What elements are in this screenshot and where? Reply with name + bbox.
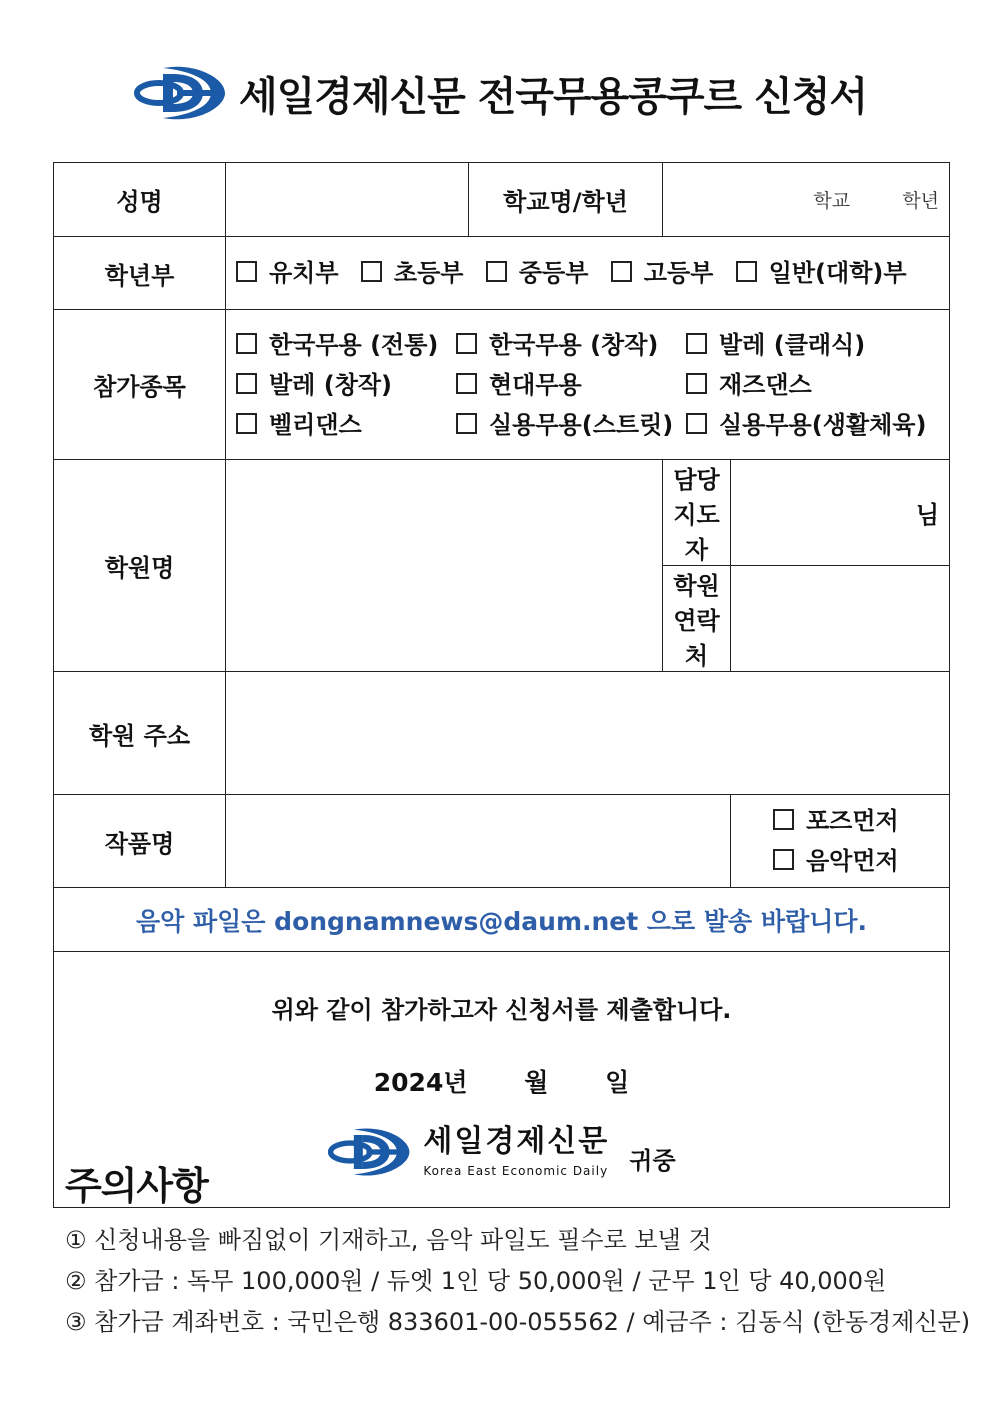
category-options <box>226 310 950 460</box>
notice-email: dongnamnews@daum.net <box>274 906 639 936</box>
note-item: ① 신청내용을 빠짐없이 기재하고, 음악 파일도 필수로 보낼 것 <box>65 1226 712 1254</box>
category-checkbox[interactable]: 발레 (클래식) <box>686 325 949 365</box>
address-field[interactable] <box>226 672 950 795</box>
category-checkbox[interactable]: 한국무용 (전통) <box>236 325 456 365</box>
category-checkbox[interactable]: 한국무용 (창작) <box>456 325 686 365</box>
academy-field[interactable] <box>226 460 663 672</box>
division-general-checkbox[interactable]: 일반(대학)부 <box>736 253 907 293</box>
division-middle-checkbox[interactable]: 중등부 <box>486 253 589 293</box>
category-checkbox[interactable]: 재즈댄스 <box>686 365 949 405</box>
grade-unit: 학년 <box>902 190 940 212</box>
school-field[interactable] <box>663 163 950 237</box>
division-label: 학년부 <box>54 237 226 310</box>
page-title: 세일경제신문 전국무용콩쿠르 신청서 <box>238 73 868 120</box>
instructor-field[interactable] <box>731 460 950 566</box>
music-notice: 음악 파일은 dongnamnews@daum.net 으로 발송 바랍니다. <box>54 888 950 952</box>
school-unit: 학교 <box>813 190 851 212</box>
category-label: 참가종목 <box>54 310 226 460</box>
order-options <box>731 795 950 888</box>
notes-heading: 주의사항 <box>65 1164 208 1208</box>
instructor-label: 담당 지도자 <box>663 460 731 566</box>
school-label: 학교명/학년 <box>469 163 663 237</box>
contact-field[interactable] <box>731 566 950 672</box>
declaration-text: 위와 같이 참가하고자 신청서를 제출합니다. <box>271 996 732 1024</box>
logo-icon <box>133 60 229 126</box>
music-first-checkbox[interactable]: 음악먼저 <box>773 841 949 881</box>
academy-label: 학원명 <box>54 460 226 672</box>
date-line: 2024년 월 일 <box>373 1068 630 1097</box>
category-checkbox[interactable]: 현대무용 <box>456 365 686 405</box>
header <box>0 58 1000 128</box>
division-kindergarten-checkbox[interactable]: 유치부 <box>236 253 339 293</box>
category-checkbox[interactable]: 벨리댄스 <box>236 405 456 445</box>
application-form <box>53 162 950 1208</box>
pose-first-checkbox[interactable]: 포즈먼저 <box>773 801 949 841</box>
name-label: 성명 <box>54 163 226 237</box>
name-field[interactable] <box>226 163 469 237</box>
division-elementary-checkbox[interactable]: 초등부 <box>361 253 464 293</box>
work-label: 작품명 <box>54 795 226 888</box>
division-options <box>226 237 950 310</box>
instructor-suffix: 님 <box>915 501 940 529</box>
recipient-label: 귀중 <box>629 1146 676 1175</box>
category-checkbox[interactable]: 발레 (창작) <box>236 365 456 405</box>
note-item: ② 참가금 : 독무 100,000원 / 듀엣 1인 당 50,000원 / 군무 1인 당 40,000원 <box>65 1267 887 1295</box>
notes-section <box>65 1155 970 1343</box>
category-checkbox[interactable]: 실용무용(생활체육) <box>686 405 949 445</box>
org-english-name: Korea East Economic Daily <box>423 1164 609 1178</box>
category-checkbox[interactable]: 실용무용(스트릿) <box>456 405 686 445</box>
work-field[interactable] <box>226 795 731 888</box>
division-high-checkbox[interactable]: 고등부 <box>611 253 714 293</box>
note-item: ③ 참가금 계좌번호 : 국민은행 833601-00-055562 / 예금주 : 김동식 (한동경제신문) <box>65 1308 971 1336</box>
org-name: 세일경제신문 <box>423 1124 610 1159</box>
address-label: 학원 주소 <box>54 672 226 795</box>
contact-label: 학원 연락처 <box>663 566 731 672</box>
